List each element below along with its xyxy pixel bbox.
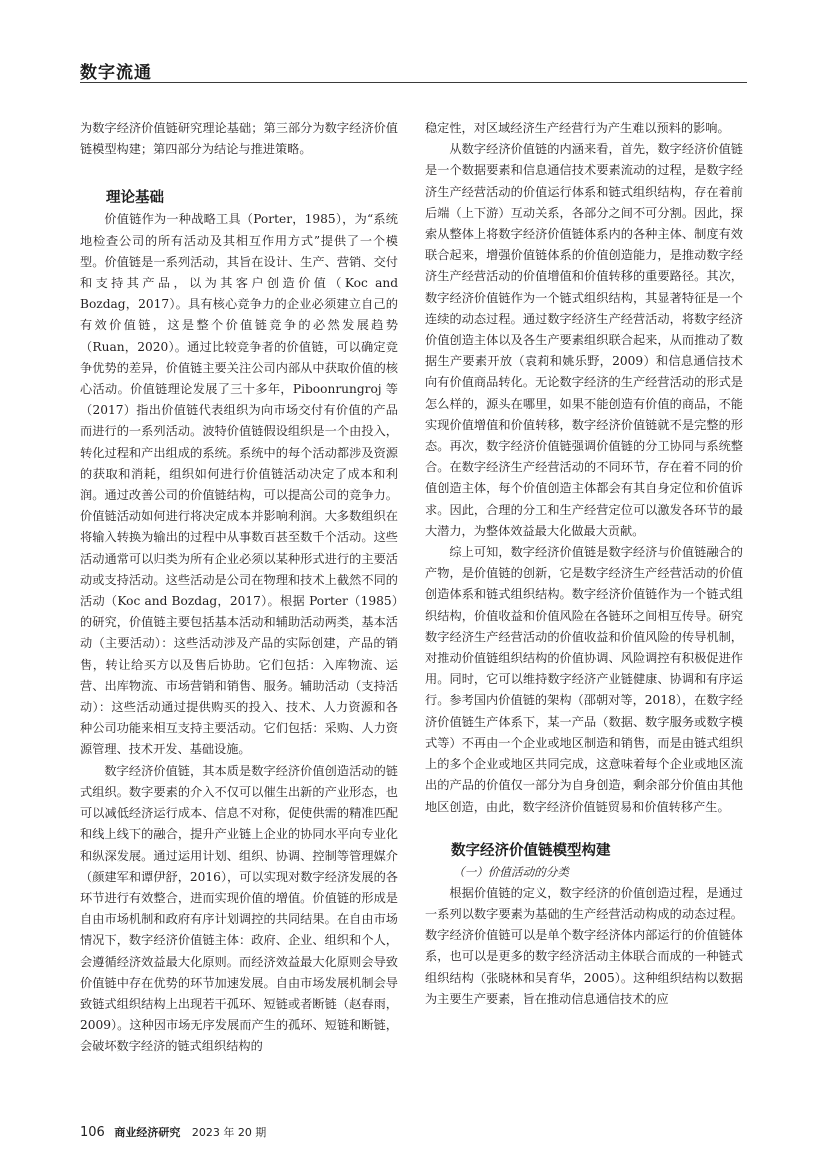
section-heading-model: 数字经济价值链模型构建 (451, 842, 611, 859)
left-column (80, 118, 398, 1058)
section-heading-theory: 理论基础 (106, 190, 164, 207)
paragraph: 从数字经济价值链的内涵来看，首先，数字经济价值链是一个数据要素和信息通信技术要素流动的过程，是数字经济生产经营活动的价值运行体系和链式组织结构，存在着前后端（上下游）互动关系，各部分之间不可分割。因此，探索从整体上将数字经济价值链体系内的各种主体、制度有效联合起来，增强价值链体系的价值创造能力，是推动数字经济生产经营活动的价值增值和价值转移的重要路径。其次，数字经济价值链作为一个链式组织结构，其显著特征是一个连续的动态过程。通过数字经济生产经营活动，将数字经济价值创造主体以及各生产要素组织联合起来，从而推动了数据生产要素开放（袁莉和姚乐野，2009）和信息通信技术向有价值商品转化。无论数字经济的生产经营活动的形式是怎么样的，源头在哪里，如果不能创造有价值的商品，不能实现价值增值和价值转移，数字经济价值链就不是完整的形态。再次，数字经济价值链强调价值链的分工协同与系统整合。在数字经济生产经营活动的不同环节，存在着不同的价值创造主体，每个价值创造主体都会有其自身定位和价值诉求。因此，合理的分工和生产经营定位可以激发各环节的最大潜力，为整体效益最大化做最大贡献。 (425, 142, 743, 538)
journal-name: 商业经济研究 (114, 1126, 181, 1139)
page-footer (80, 1124, 266, 1140)
paragraph: 为数字经济价值链研究理论基础；第三部分为数字经济价值链模型构建；第四部分为结论与推进策略。 (80, 121, 398, 157)
paragraph: 综上可知，数字经济价值链是数字经济与价值链融合的产物，是价值链的创新，它是数字经济生产经营活动的价值创造体系和链式组织结构。数字经济价值链作为一个链式组织结构，价值收益和价值风险在各链环之间相互传导。研究数字经济生产经营活动的价值收益和价值风险的传导机制，对推动价值链组织结构的价值协调、风险调控有积极促进作用。同时，它可以维持数字经济产业链健康、协调和有序运行。参考国内价值链的架构（邵朝对等，2018），在数字经济价值链生产体系下，某一产品（数据、数字服务或数字模式等）不再由一个企业或地区制造和销售，而是由链式组织上的多个企业或地区共同完成，这意味着每个企业或地区流出的产品的价值仅一部分为自身创造，剩余部分价值由其他地区创造，由此，数字经济价值链贸易和价值转移产生。 (425, 545, 743, 814)
section-header: 数字流通 (80, 63, 152, 83)
paragraph: 价值链作为一种战略工具（Porter，1985），为“系统地检查公司的所有活动及其相互作用方式”提供了一个模型。价值链是一系列活动，其旨在设计、生产、营销、交付和支持其产品，以为其客户创造价值（Koc and Bozdag，2017）。具有核心竞争力的企业必须建立自己的有效价值链，这是整个价值链竞争的必然发展趋势（Ruan，2020）。通过比较竞争者的价值链，可以确定竞争优势的差异，价值链主要关注公司内部从中获取价值的核心活动。价值链理论发展了三十多年，Piboonrungroj 等（2017）指出价值链代表组织为向市场交付有价值的产品而进行的一系列活动。波特价值链假设组织是一个由投入，转化过程和产出组成的系统。系统中的每个活动都涉及资源的获取和消耗，组织如何进行价值链活动决定了成本和利润。通过改善公司的价值链结构，可以提高公司的竞争力。价值链活动如何进行将决定成本并影响利润。大多数组织在将输入转换为输出的过程中从事数百甚至数千个活动。这些活动通常可以归类为所有企业必须以某种形式进行的主要活动或支持活动。这些活动是公司在物理和技术上截然不同的活动（Koc and Bozdag，2017）。根据 Porter（1985）的研究，价值链主要包括基本活动和辅助活动两类，基本活动（主要活动）：这些活动涉及产品的实际创建，产品的销售，转让给买方以及售后协助。它们包括：入库物流、运营、出库物流、市场营销和销售、服务。辅助活动（支持活动）：这些活动通过提供购买的投入、技术、人力资源和各种公司功能来相互支持主要活动。它们包括：采购、人力资源管理、技术开发、基础设施。 (80, 212, 398, 757)
right-column (425, 118, 743, 1010)
header-rule (80, 82, 747, 83)
page-number: 106 (80, 1125, 105, 1140)
paragraph: 数字经济价值链，其本质是数字经济价值创造活动的链式组织。数字要素的介入不仅可以催生出新的产业形态，也可以减低经济运行成本、信息不对称，促使供需的精准匹配和线上线下的融合，提升产业链上企业的协同水平向专业化和纵深发展。通过运用计划、组织、协调、控制等管理媒介（颜建军和谭伊舒，2016），可以实现对数字经济发展的各环节进行有效整合，进而实现价值的增值。价值链的形成是自由市场机制和政府有序计划调控的共同结果。在自由市场情况下，数字经济价值链主体：政府、企业、组织和个人，会遵循经济效益最大化原则。而经济效益最大化原则会导致价值链中存在优势的环节加速发展。自由市场发展机制会导致链式组织结构上出现若干孤环、短链或者断链（赵春雨，2009）。这种因市场无序发展而产生的孤环、短链和断链，会破坏数字经济的链式组织结构的 (80, 763, 398, 1054)
journal-issue: 2023 年 20 期 (191, 1126, 267, 1139)
paragraph: 根据价值链的定义，数字经济的价值创造过程，是通过一系列以数字要素为基础的生产经营活动构成的动态过程。数字经济价值链可以是单个数字经济体内部运行的价值链体系，也可以是更多的数字经济活动主体联合而成的一种链式组织结构（张晓林和吴育华，2005）。这种组织结构以数据为主要生产要素，旨在推动信息通信技术的应 (425, 885, 743, 1006)
paragraph: 稳定性，对区域经济生产经营行为产生难以预料的影响。 (425, 121, 730, 135)
subsection-heading: （一）价值活动的分类 (453, 864, 569, 879)
